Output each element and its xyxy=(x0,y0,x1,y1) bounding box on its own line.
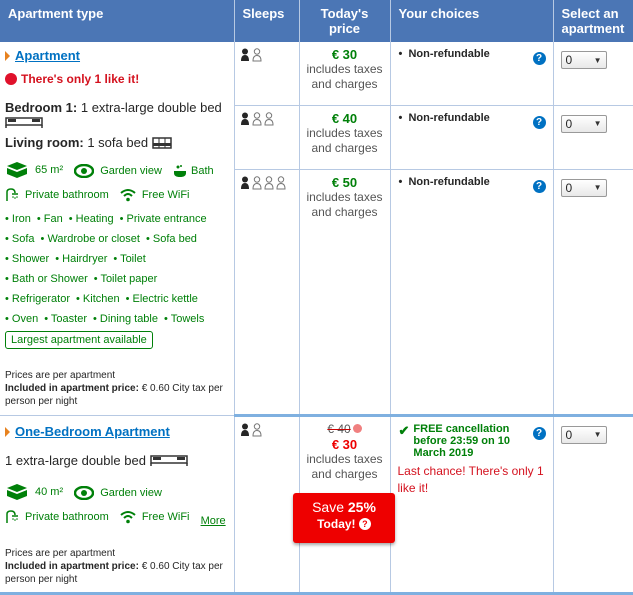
select-cell xyxy=(553,169,633,415)
price-note: includes taxes and charges xyxy=(306,451,383,481)
room1-scarcity xyxy=(5,72,230,86)
choice-cell: • Non-refundable ? xyxy=(390,105,553,169)
included-value: € 0.60 City tax per person per night xyxy=(5,383,223,407)
expand-arrow-icon xyxy=(5,51,10,61)
dropdown-arrow-icon: ▼ xyxy=(593,119,602,128)
largest-apartment-badge: Largest apartment available xyxy=(5,331,153,349)
occupancy-icon xyxy=(239,51,267,65)
facility-item: • Heating xyxy=(68,213,114,225)
facility-item: • Bath or Shower xyxy=(5,273,88,285)
price-note: includes taxes and charges xyxy=(306,62,383,91)
garden-highlight xyxy=(74,483,162,503)
header-select: Select an apartment xyxy=(553,0,633,42)
cancellation-text: FREE cancellation before 23:59 on 10 March 2019 xyxy=(413,422,510,459)
room2-title-link[interactable]: One-Bedroom Apartment xyxy=(15,423,170,439)
occupancy-cell xyxy=(234,42,299,105)
facility-row xyxy=(5,209,230,229)
facility-item: • Dining table xyxy=(92,313,158,325)
facility-item: • Toilet xyxy=(113,253,146,265)
header-sleeps: Sleeps xyxy=(234,0,299,42)
size-highlight xyxy=(5,160,63,180)
price-cell xyxy=(299,42,390,105)
quantity-value: 0 xyxy=(565,116,573,131)
garden-text: Garden view xyxy=(100,486,162,499)
info-icon[interactable]: ? xyxy=(533,116,546,129)
facility-row xyxy=(5,229,230,249)
size-text: 40 m² xyxy=(35,485,64,498)
save-deal-badge xyxy=(293,493,395,543)
private-bathroom-highlight xyxy=(5,185,109,205)
header-choices: Your choices xyxy=(390,0,553,42)
header-room-type: Apartment type xyxy=(0,0,234,42)
facility-item: • Refrigerator xyxy=(5,293,70,305)
quantity-select[interactable] xyxy=(561,51,607,69)
living-value: 1 sofa bed xyxy=(87,135,149,150)
included-value: € 0.60 City tax per person per night xyxy=(5,560,223,585)
price-note: includes taxes and charges xyxy=(306,125,383,155)
double-bed-icon xyxy=(5,116,230,131)
wifi-icon xyxy=(120,510,136,524)
living-label: Living room: xyxy=(5,135,84,150)
bath-text: Bath xyxy=(191,165,214,177)
private-bathroom-text: Private bathroom xyxy=(25,510,109,523)
quantity-value: 0 xyxy=(565,427,573,442)
facility-row xyxy=(5,269,230,289)
room1-living xyxy=(5,135,230,150)
facility-item: • Kitchen xyxy=(76,293,120,305)
old-price-info-icon[interactable] xyxy=(353,424,362,433)
occupancy-cell xyxy=(234,415,299,593)
save-today: Today! xyxy=(317,517,356,531)
private-bathroom-highlight xyxy=(5,507,109,527)
facility-row xyxy=(5,309,230,329)
eye-icon xyxy=(74,164,94,178)
select-cell xyxy=(553,42,633,105)
size-icon xyxy=(5,484,29,500)
facility-item: • Oven xyxy=(5,313,39,325)
facility-item: • Toilet paper xyxy=(93,273,158,285)
size-text: 65 m² xyxy=(35,164,64,176)
room1-rate1-row xyxy=(0,42,633,105)
facility-item: • Electric kettle xyxy=(125,293,198,305)
info-icon[interactable]: ? xyxy=(533,180,546,193)
info-icon[interactable]: ? xyxy=(533,52,546,65)
room1-title-link[interactable]: Apartment xyxy=(15,48,81,63)
room1-highlights xyxy=(5,160,230,185)
size-highlight xyxy=(5,482,63,502)
facility-row xyxy=(5,289,230,309)
bedroom-value: 1 extra-large double bed xyxy=(80,100,222,115)
occupancy-cell xyxy=(234,105,299,169)
room1-highlights-2 xyxy=(5,185,230,209)
size-icon xyxy=(5,162,29,178)
bed-text: 1 extra-large double bed xyxy=(5,452,146,468)
price-value: € 30 xyxy=(331,47,358,62)
room2-highlights-2 xyxy=(5,507,230,531)
quantity-select[interactable] xyxy=(561,426,607,444)
table-header-row xyxy=(0,0,633,42)
private-bathroom-text: Private bathroom xyxy=(25,189,109,201)
select-cell xyxy=(553,105,633,169)
room2-details xyxy=(0,415,234,593)
wifi-highlight xyxy=(120,185,190,205)
facility-item: • Wardrobe or closet xyxy=(40,233,140,245)
price-note: includes taxes and charges xyxy=(306,189,383,219)
price-value: € 50 xyxy=(331,174,358,190)
room2-included xyxy=(5,560,230,586)
dropdown-arrow-icon: ▼ xyxy=(593,55,602,65)
info-icon[interactable]: ? xyxy=(533,427,546,440)
wifi-highlight xyxy=(120,507,190,527)
room2-prices-note: Prices are per apartment xyxy=(5,547,116,559)
choice-text: Non-refundable xyxy=(408,175,490,188)
header-price: Today's price xyxy=(299,0,390,42)
facility-item: • Fan xyxy=(36,213,63,225)
occupancy-icon xyxy=(239,426,267,440)
quantity-value: 0 xyxy=(565,180,573,195)
price-value: € 30 xyxy=(331,436,358,452)
occupancy-icon xyxy=(239,179,291,193)
occupancy-icon xyxy=(239,115,279,129)
dropdown-arrow-icon: ▼ xyxy=(593,430,602,439)
choice-text: Non-refundable xyxy=(408,48,490,60)
occupancy-cell xyxy=(234,169,299,415)
bathtub-icon xyxy=(173,164,187,178)
deal-info-icon[interactable]: ? xyxy=(359,518,371,530)
bedroom-label: Bedroom 1: xyxy=(5,100,78,115)
more-facilities-link[interactable]: More xyxy=(200,514,226,527)
room1-facilities xyxy=(5,209,230,329)
checkmark-icon: ✔ xyxy=(398,422,410,438)
room1-included xyxy=(5,382,230,408)
shower-icon xyxy=(5,188,19,202)
room1-bedroom xyxy=(5,100,230,115)
wifi-icon xyxy=(120,188,136,202)
facility-item: • Hairdryer xyxy=(55,253,108,265)
old-price xyxy=(303,422,387,437)
garden-text: Garden view xyxy=(100,165,162,177)
bath-highlight xyxy=(173,161,214,181)
garden-highlight xyxy=(74,161,162,181)
room1-prices-note: Prices are per apartment xyxy=(5,370,116,381)
price-value: € 40 xyxy=(331,110,358,126)
room1-details xyxy=(0,42,234,415)
expand-arrow-icon xyxy=(5,427,10,437)
save-label: Save xyxy=(312,499,344,515)
price-cell xyxy=(299,169,390,415)
quantity-select[interactable] xyxy=(561,179,607,197)
eye-icon xyxy=(74,486,94,500)
last-chance-text: Last chance! There's only 1 like it! xyxy=(397,463,544,495)
save-percent: 25% xyxy=(347,499,376,515)
facility-item: • Private entrance xyxy=(119,213,207,225)
facility-item: • Shower xyxy=(5,253,50,265)
double-bed-icon xyxy=(150,454,188,466)
choice-cell xyxy=(390,415,553,593)
sofa-bed-icon xyxy=(152,137,172,149)
wifi-text: Free WiFi xyxy=(141,510,190,523)
alert-dot-icon xyxy=(5,73,17,85)
facility-item: • Sofa xyxy=(5,233,35,245)
facility-item: • Towels xyxy=(164,313,205,325)
facility-item: • Iron xyxy=(5,213,31,225)
room2-bed xyxy=(5,453,230,468)
facility-row xyxy=(5,249,230,269)
wifi-text: Free WiFi xyxy=(141,189,190,201)
quantity-select[interactable] xyxy=(561,115,607,133)
facility-item: • Sofa bed xyxy=(145,233,197,245)
facility-item: • Toaster xyxy=(44,313,87,325)
select-cell xyxy=(553,415,633,593)
room2-highlights xyxy=(5,482,230,507)
dropdown-arrow-icon: ▼ xyxy=(593,183,602,192)
old-price-value: € 40 xyxy=(327,421,351,436)
choice-text: Non-refundable xyxy=(408,111,490,124)
price-cell xyxy=(299,105,390,169)
choice-cell: • Non-refundable ? xyxy=(390,42,553,105)
shower-icon xyxy=(5,510,19,524)
included-label: Included in apartment price: xyxy=(5,560,139,572)
choice-cell: • Non-refundable ? xyxy=(390,169,553,415)
included-label: Included in apartment price: xyxy=(5,383,139,394)
scarcity-text: There's only 1 like it! xyxy=(21,72,140,86)
quantity-value: 0 xyxy=(565,53,573,67)
